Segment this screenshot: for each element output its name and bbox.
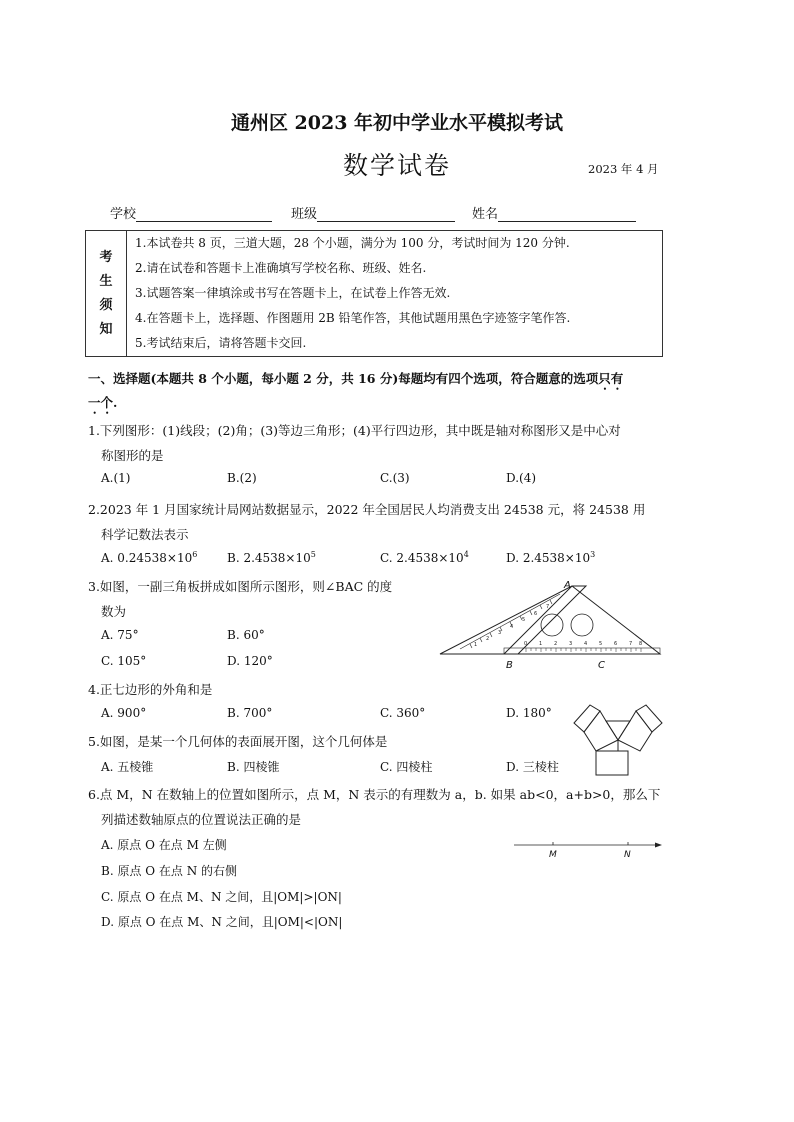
q4-stem: 4.正七边形的外角和是 [88,682,213,697]
q4-option-b[interactable]: B. 700° [227,706,273,720]
q1-option-b[interactable]: B.(2) [227,471,257,485]
q5-option-d[interactable]: D. 三棱柱 [506,760,559,774]
q3-stem-line2: 数为 [101,604,127,619]
base-num: 3 [569,641,573,647]
q4-option-a[interactable]: A. 900° [101,706,147,720]
base-num: 2 [554,641,558,647]
base-ticks [526,648,641,652]
q1-option-c[interactable]: C.(3) [380,471,410,485]
name-blank[interactable] [498,207,636,222]
label-m: M [549,850,557,860]
notice-side-label [86,231,127,357]
class-blank[interactable] [317,207,455,222]
q6-number-line [512,838,664,862]
ruler-num: 2 [486,636,490,642]
label-n: N [624,850,631,860]
ruler-num: 4 [510,624,514,630]
base-num: 1 [539,641,543,647]
section-emphasis: 一个 [88,395,114,410]
name-field[interactable] [472,203,636,222]
label-b: B [506,660,513,671]
net-shapes [574,705,662,775]
q2-option-c-base: C. 2.4538×10 [380,551,464,565]
ruler-edge [460,594,560,649]
q5-option-b[interactable]: B. 四棱锥 [227,760,280,774]
ruler-num: 5 [522,617,526,623]
set-square-45 [504,586,660,654]
base-ruler [504,648,660,654]
base-num: 0 [524,641,528,647]
base-num: 6 [614,641,618,647]
q2-option-d-base: D. 2.4538×10 [506,551,591,565]
q5-net-figure [570,702,666,778]
class-label: 班级 [291,207,318,222]
vertex-labels [506,580,605,671]
school-label: 学校 [110,207,137,222]
notice-item: 3.试题答案一律填涂或书写在答题卡上，在试卷上作答无效. [135,286,451,300]
axis-arrow [655,843,662,848]
q6-option-b[interactable]: B. 原点 O 在点 N 的右侧 [101,864,238,878]
q5-option-c[interactable]: C. 四棱柱 [380,760,433,774]
base-num: 7 [629,641,633,647]
q6-option-a[interactable]: A. 原点 O 在点 M 左侧 [101,838,227,852]
notice-item: 1.本试卷共 8 页，三道大题，28 个小题，满分为 100 分，考试时间为 120 分钟. [135,236,570,250]
base-num: 8 [639,641,643,647]
q1-option-d[interactable]: D.(4) [506,471,537,485]
q6-option-d[interactable]: D. 原点 O 在点 M、N 之间，且|OM|<|ON| [101,915,343,929]
q6-stem-line1: 6.点 M，N 在数轴上的位置如图所示，点 M，N 表示的有理数为 a，b. 如果 ab<0，a+b>0，那么下 [88,787,661,802]
q3-triangle-figure [436,578,664,674]
notice-item: 5.考试结束后，请将答题卡交回. [135,336,307,350]
q3-option-d[interactable]: D. 120° [227,654,273,668]
q1-stem-line2: 称图形的是 [101,448,164,463]
school-field[interactable] [110,203,272,222]
q4-option-d[interactable]: D. 180° [506,706,552,720]
q1-stem-line1: 1.下列图形：(1)线段；(2)角；(3)等边三角形；(4)平行四边形，其中既是轴对称图形又是中心对 [88,423,621,438]
q3-option-c[interactable]: C. 105° [101,654,147,668]
q2-option-c[interactable] [380,550,469,565]
q3-option-a[interactable]: A. 75° [101,628,139,642]
ruler-num: 7 [546,604,550,610]
notice-item: 2.请在试卷和答题卡上准确填写学校名称、班级、姓名. [135,261,427,275]
q2-stem-line2: 科学记数法表示 [101,527,189,542]
q2-option-c-exp: 4 [463,550,469,559]
side-char: 知 [99,321,113,337]
school-blank[interactable] [136,207,272,222]
side-char: 生 [99,273,113,289]
q3-stem-line1: 3.如图，一副三角板拼成如图所示图形，则∠BAC 的度 [88,579,393,594]
hole-circle [541,614,563,636]
q2-option-d-exp: 3 [590,550,596,559]
class-field[interactable] [291,203,455,222]
name-label: 姓名 [472,207,499,222]
side-char: 须 [99,297,113,313]
q6-stem-line2: 列描述数轴原点的位置说法正确的是 [101,812,302,827]
q2-stem-line1: 2.2023 年 1 月国家统计局网站数据显示，2022 年全国居民人均消费支出 24538 元，将 24538 用 [88,502,646,517]
base-num: 4 [584,641,588,647]
section-heading-end: . [113,395,118,410]
notice-item: 4.在答题卡上，选择题、作图题用 2B 铅笔作答，其他试题用黑色字迹签字笔作答. [135,311,571,325]
section-heading [88,369,623,393]
ruler-num: 6 [534,611,538,617]
q5-stem: 5.如图，是某一个几何体的表面展开图，这个几何体是 [88,734,388,749]
q3-option-b[interactable]: B. 60° [227,628,265,642]
label-a: A [564,580,571,591]
base-num: 5 [599,641,603,647]
q2-option-a-exp: 6 [192,550,198,559]
q2-option-a-base: A. 0.24538×10 [101,551,193,565]
ruler-num: 3 [498,630,502,636]
q5-option-a[interactable]: A. 五棱锥 [101,760,154,774]
q2-option-b[interactable] [227,550,316,565]
exam-notice-table [85,230,663,357]
base-numbers [524,641,642,647]
exam-date: 2023 年 4 月 [588,162,659,176]
paper-subtitle: 数学试卷 [342,151,451,180]
ruler-num: 1 [474,642,478,648]
q2-option-b-base: B. 2.4538×10 [227,551,311,565]
q4-option-c[interactable]: C. 360° [380,706,426,720]
q2-option-a[interactable] [101,550,197,565]
q2-option-d[interactable] [506,550,595,565]
label-c: C [598,660,605,671]
notice-items [127,231,663,357]
side-char: 考 [99,249,113,265]
hole-circle [571,614,593,636]
section-heading-text: 一、选择题(本题共 8 个小题，每小题 2 分，共 16 分)每题均有四个选项，符合题意的选项 [88,371,599,386]
q2-option-b-exp: 5 [310,550,316,559]
section-heading-cont [88,393,117,417]
q6-option-c[interactable]: C. 原点 O 在点 M、N 之间，且|OM|>|ON| [101,890,342,904]
q1-option-a[interactable]: A.(1) [101,471,131,485]
ruler-numbers [474,604,549,648]
exam-title: 通州区 2023 年初中学业水平模拟考试 [230,112,564,134]
section-emphasis: 只有 [598,371,624,386]
